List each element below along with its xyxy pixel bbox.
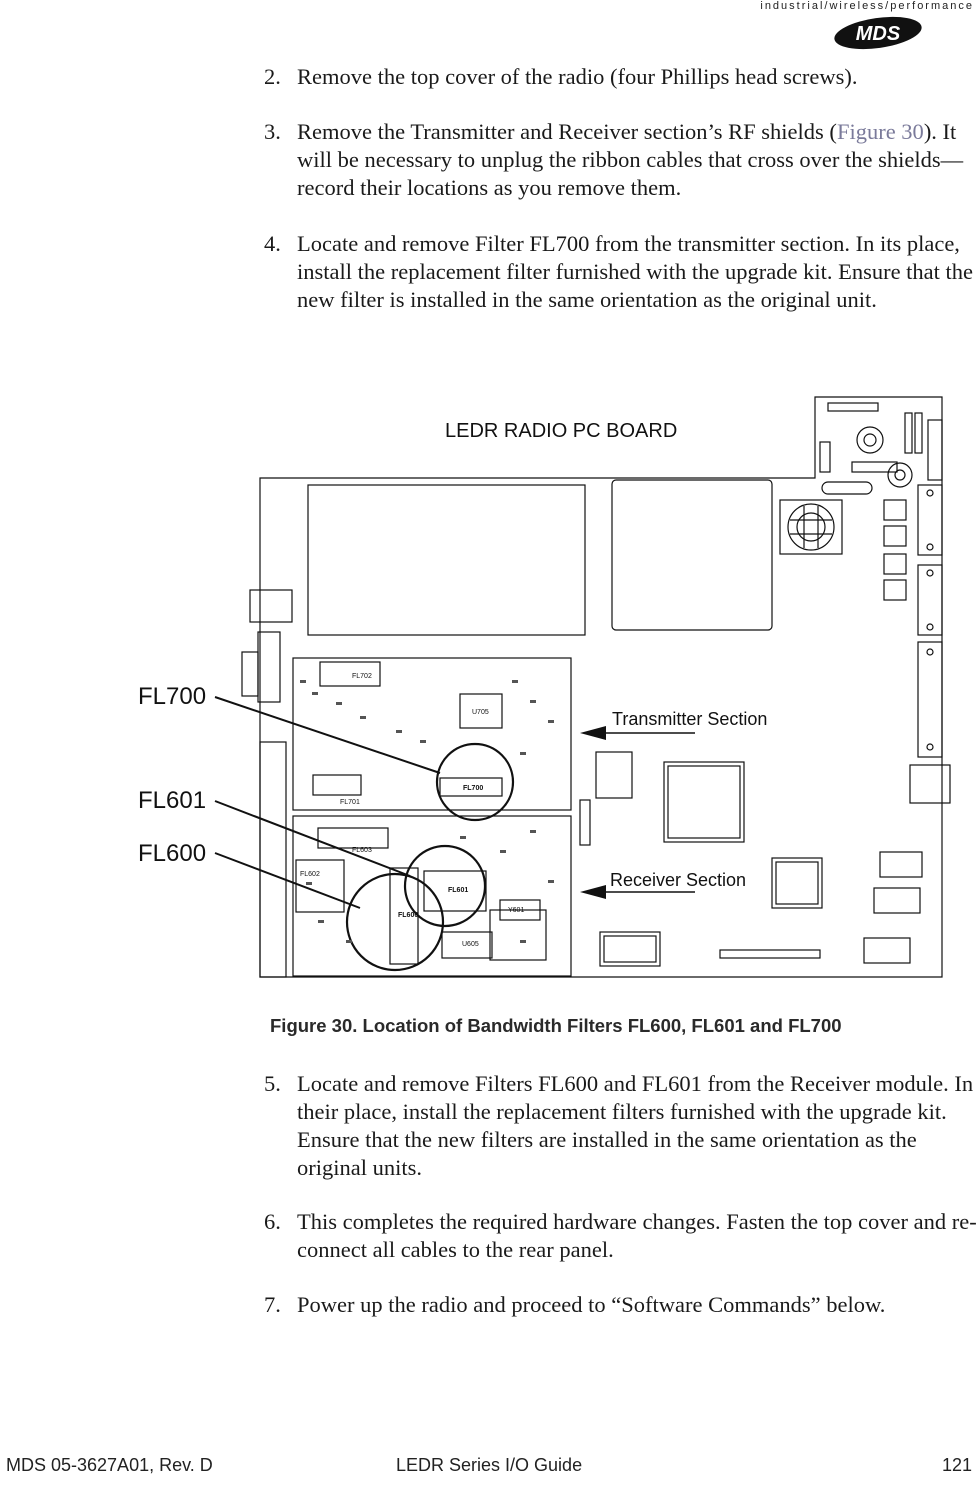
step-text: This completes the required hardware changes. Fasten the top cover and re-connect all cables to the rear panel. [297,1209,977,1262]
figure-caption: Figure 30. Location of Bandwidth Filters FL600, FL601 and FL700 [270,1015,842,1036]
fl601-component-label: FL601 [448,887,469,894]
receiver-section-label: Receiver Section [610,870,747,890]
fl600-callout: FL600 [138,840,207,867]
u705-label: U705 [472,709,489,716]
fl700-component-label: FL700 [463,785,484,792]
fl602-label: FL602 [300,871,320,878]
fl700-callout: FL700 [138,683,207,710]
step-text: Remove the top cover of the radio (four Phillips head screws). [297,64,858,89]
footer-page-number: 121 [941,1455,972,1475]
fl600-component-label: FL600 [398,912,419,919]
header-tagline: industrial/wireless/performance [760,0,974,12]
step-number: 4. [264,231,281,256]
fl701-label: FL701 [340,799,360,806]
transmitter-section-label: Transmitter Section [612,709,768,729]
step-number: 6. [264,1209,281,1234]
fl603-label: FL603 [352,847,372,854]
step-text: Locate and remove Filters FL600 and FL601 from the Receiver module. In their place, install the replacement filters furnished with the upgrade kit. Ensure that the new filters are installed in the same orientation as the original units. [297,1071,974,1180]
u605-label: U605 [462,941,479,948]
fl702-label: FL702 [352,673,372,680]
y601-label: Y601 [508,907,525,914]
figure-30-link[interactable]: Figure 30 [836,119,924,144]
fl601-callout: FL601 [138,787,207,814]
board-title: LEDR RADIO PC BOARD [445,420,678,442]
step-text: Locate and remove Filter FL700 from the transmitter section. In its place, install the replacement filter furnished with the upgrade kit. Ensure that the new filter is installed in the same orientation as the original unit. [297,231,974,312]
step-number: 3. [264,119,281,144]
step-text: Power up the radio and proceed to “Software Commands” below. [297,1292,886,1317]
pc-board-figure [0,380,980,1020]
step-number: 7. [264,1292,281,1317]
footer-doc-id: MDS 05-3627A01, Rev. D [6,1455,213,1475]
step-number: 5. [264,1071,281,1096]
mds-logo [832,15,924,51]
mds-logo-text: MDS [855,23,901,45]
footer-title: LEDR Series I/O Guide [396,1455,583,1475]
step-number: 2. [264,64,281,89]
step-text: Remove the Transmitter and Receiver section’s RF shields (Figure 30). It will be necessary to unplug the ribbon cables that cross over the shields—record their locations as you remove them. [297,119,964,200]
